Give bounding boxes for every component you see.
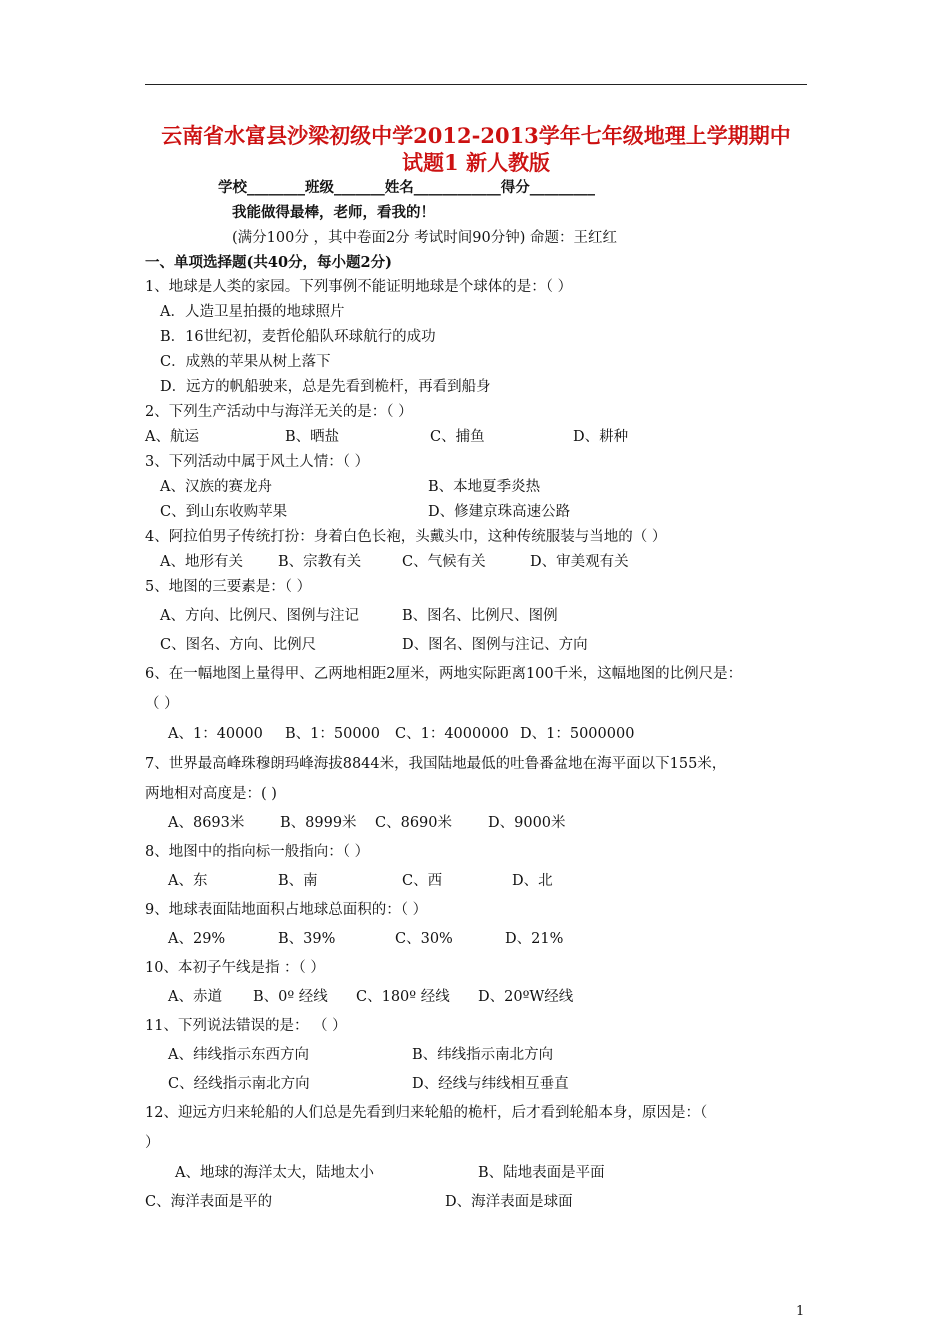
question-stem-continued: （ ）	[145, 696, 179, 712]
question-option: D、耕种	[573, 429, 629, 445]
question-option: C、海洋表面是平的	[145, 1194, 273, 1210]
motto: 我能做得最棒，老师，看我的！	[232, 204, 435, 221]
question-option: C、8690米	[375, 815, 452, 831]
question-option: A、纬线指示东西方向	[168, 1047, 309, 1063]
question-stem-continued: ）	[145, 1135, 160, 1151]
question-option: D、审美观有关	[530, 554, 629, 570]
question-option: D、北	[512, 873, 553, 889]
question-option: D、9000米	[488, 815, 566, 831]
question-option: D、20ºW经线	[478, 989, 574, 1005]
question-stem: 2、下列生产活动中与海洋无关的是：（ ）	[145, 404, 413, 420]
question-option: D、图名、图例与注记、方向	[402, 637, 588, 653]
question-option: C、30%	[395, 931, 453, 947]
question-option: D、修建京珠高速公路	[428, 504, 571, 520]
question-option: C、180º 经线	[356, 989, 450, 1005]
question-stem: 3、下列活动中属于风土人情：（ ）	[145, 454, 370, 470]
question-option: A．人造卫星拍摄的地球照片	[160, 304, 345, 320]
question-option: D、海洋表面是球面	[445, 1194, 573, 1210]
question-stem: 6、在一幅地图上量得甲、乙两地相距2厘米，两地实际距离100千米，这幅地图的比例尺是：	[145, 666, 743, 682]
question-option: A、地形有关	[160, 554, 243, 570]
question-option: B、0º 经线	[253, 989, 328, 1005]
question-option: A、29%	[168, 931, 226, 947]
question-option: B、本地夏季炎热	[428, 479, 541, 495]
question-stem: 12、迎远方归来轮船的人们总是先看到归来轮船的桅杆，后才看到轮船本身，原因是：（	[145, 1105, 708, 1121]
question-stem: 1、地球是人类的家园。下列事例不能证明地球是个球体的是：（ ）	[145, 279, 573, 295]
question-option: A、地球的海洋太大，陆地太小	[175, 1165, 374, 1181]
header-rule	[145, 84, 807, 85]
question-option: C、到山东收购苹果	[160, 504, 288, 520]
question-option: C、图名、方向、比例尺	[160, 637, 317, 653]
question-option: D、经线与纬线相互垂直	[412, 1076, 569, 1092]
question-option: C、西	[402, 873, 443, 889]
question-option: A、东	[168, 873, 208, 889]
question-option: C、经线指示南北方向	[168, 1076, 310, 1092]
question-option: C．成熟的苹果从树上落下	[160, 354, 331, 370]
document-title-line1: 云南省水富县沙梁初级中学2012-2013学年七年级地理上学期期中	[161, 123, 791, 148]
question-option: A、赤道	[168, 989, 222, 1005]
question-option: D、1：5000000	[520, 726, 635, 742]
question-option: B、陆地表面是平面	[478, 1165, 605, 1181]
question-stem: 10、本初子午线是指 ：（ ）	[145, 960, 325, 976]
question-stem: 11、下列说法错误的是： （ ）	[145, 1018, 347, 1034]
student-info-fields: 学校________班级_______姓名____________得分_________	[218, 179, 595, 196]
question-stem: 4、阿拉伯男子传统打扮：身着白色长袍，头戴头巾，这种传统服装与当地的（ ）	[145, 529, 667, 545]
question-option: B、南	[278, 873, 318, 889]
question-stem: 5、地图的三要素是：（ ）	[145, 579, 312, 595]
question-option: B、39%	[278, 931, 336, 947]
page-number: 1	[796, 1304, 805, 1319]
question-option: A、8693米	[168, 815, 245, 831]
exam-info: (满分100分 ，其中卷面2分 考试时间90分钟) 命题：王红红	[232, 230, 617, 246]
question-stem: 8、地图中的指向标一般指向：（ ）	[145, 844, 370, 860]
question-stem: 7、世界最高峰珠穆朗玛峰海拔8844米，我国陆地最低的吐鲁番盆地在海平面以下155米，	[145, 756, 727, 772]
question-option: B、8999米	[280, 815, 357, 831]
question-option: C、气候有关	[402, 554, 486, 570]
question-option: C、1：4000000	[395, 726, 509, 742]
document-title-line2: 试题1 新人教版	[402, 150, 550, 175]
question-option: B、1：50000	[285, 726, 381, 742]
question-stem: 9、地球表面陆地面积占地球总面积的：（ ）	[145, 902, 428, 918]
section-heading: 一、单项选择题(共40分，每小题2分)	[145, 254, 392, 271]
question-option: B、晒盐	[285, 429, 340, 445]
question-option: A、1：40000	[168, 726, 263, 742]
question-option: D、21%	[505, 931, 564, 947]
question-option: B、宗教有关	[278, 554, 362, 570]
question-option: B、纬线指示南北方向	[412, 1047, 554, 1063]
question-option: C、捕鱼	[430, 429, 485, 445]
question-option: B．16世纪初，麦哲伦船队环球航行的成功	[160, 329, 436, 345]
question-option: A、航运	[145, 429, 199, 445]
question-option: D．远方的帆船驶来，总是先看到桅杆，再看到船身	[160, 379, 491, 395]
question-option: A、汉族的赛龙舟	[160, 479, 272, 495]
question-stem-continued: 两地相对高度是：( )	[145, 786, 277, 802]
question-option: B、图名、比例尺、图例	[402, 608, 558, 624]
question-option: A、方向、比例尺、图例与注记	[160, 608, 359, 624]
